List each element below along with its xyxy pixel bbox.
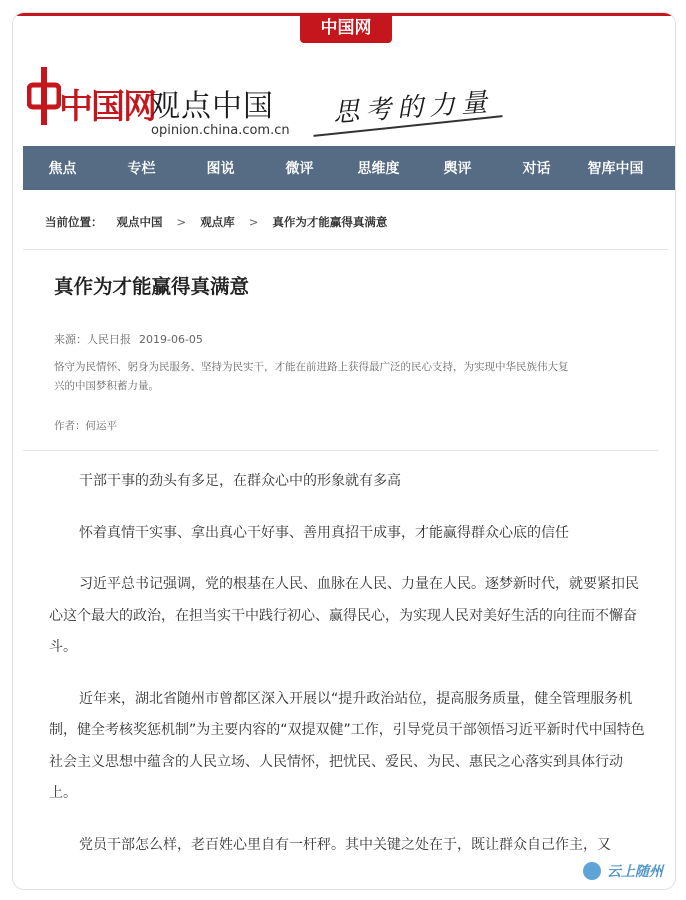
article-source[interactable]: 来源：人民日报 bbox=[54, 333, 131, 346]
article-title: 真作为才能赢得真满意 bbox=[54, 275, 250, 298]
divider bbox=[23, 249, 668, 250]
watermark-text: 云上随州 bbox=[607, 864, 663, 880]
nav-item-micro-review[interactable]: 微评 bbox=[285, 161, 314, 177]
site-badge[interactable]: 中国网 bbox=[300, 13, 392, 43]
paragraph: 党员干部怎么样，老百姓心里自有一杆秤。其中关键之处在于，既让群众自己作主，又 bbox=[79, 836, 611, 853]
nav-item-focus[interactable]: 焦点 bbox=[48, 161, 77, 177]
article-author: 作者：何运平 bbox=[54, 420, 117, 432]
breadcrumb-item-home[interactable]: 观点中国 bbox=[116, 215, 163, 229]
article-source-line bbox=[54, 331, 203, 347]
breadcrumb-item-current: 真作为才能赢得真满意 bbox=[272, 215, 388, 229]
article-card bbox=[12, 12, 676, 890]
nav-item-photos[interactable]: 图说 bbox=[206, 161, 235, 177]
nav-item-think-tank[interactable]: 智库中国 bbox=[587, 161, 644, 177]
site-header bbox=[13, 57, 675, 157]
article-body bbox=[49, 466, 649, 881]
paragraph: 近年来，湖北省随州市曾都区深入开展以“提升政治站位，提高服务质量，健全管理服务机制，健全考核奖惩机制”为主要内容的“双提双健”工作，引导党员干部领悟习近平新时代中国特色社会主义思想中蕴含的人民立场、人民情怀，把忧民、爱民、为民、惠民之心落实到具体行动上。 bbox=[49, 690, 645, 801]
breadcrumb-label: 当前位置： bbox=[45, 215, 103, 229]
main-nav bbox=[23, 146, 676, 190]
nav-item-column[interactable]: 专栏 bbox=[127, 161, 156, 177]
slogan: 思考的力量 bbox=[332, 87, 495, 129]
nav-item-dialogue[interactable]: 对话 bbox=[522, 161, 551, 177]
watermark-icon bbox=[583, 862, 601, 880]
paragraph: 习近平总书记强调，党的根基在人民、血脉在人民、力量在人民。逐梦新时代，就要紧扣民心这个最大的政治，在担当实干中践行初心、赢得民心，为实现人民对美好生活的向往而不懈奋斗。 bbox=[49, 576, 639, 655]
paragraph: 怀着真情干实事、拿出真心干好事、善用真招干成事，才能赢得群众心底的信任 bbox=[79, 524, 569, 541]
nav-item-dimension[interactable]: 思维度 bbox=[357, 161, 400, 177]
article-date: 2019-06-05 bbox=[139, 333, 203, 346]
divider bbox=[23, 450, 658, 451]
breadcrumb-separator: > bbox=[248, 215, 259, 229]
china-net-logo-icon[interactable] bbox=[27, 65, 61, 127]
section-name[interactable]: 观点中国 bbox=[150, 89, 274, 124]
breadcrumb-item-library[interactable]: 观点库 bbox=[200, 215, 235, 229]
watermark bbox=[583, 861, 663, 881]
logo-wordmark[interactable]: 中国网 bbox=[59, 87, 155, 127]
site-url: opinion.china.com.cn bbox=[151, 123, 290, 138]
nav-item-public-opinion[interactable]: 舆评 bbox=[443, 161, 472, 177]
breadcrumb bbox=[45, 214, 397, 230]
article-summary: 恪守为民情怀、躬身为民服务、坚持为民实干，才能在前进路上获得最广泛的民心支持，为实现中华民族伟大复兴的中国梦积蓄力量。 bbox=[54, 361, 569, 392]
paragraph: 干部干事的劲头有多足，在群众心中的形象就有多高 bbox=[79, 473, 401, 489]
breadcrumb-separator: > bbox=[176, 215, 187, 229]
